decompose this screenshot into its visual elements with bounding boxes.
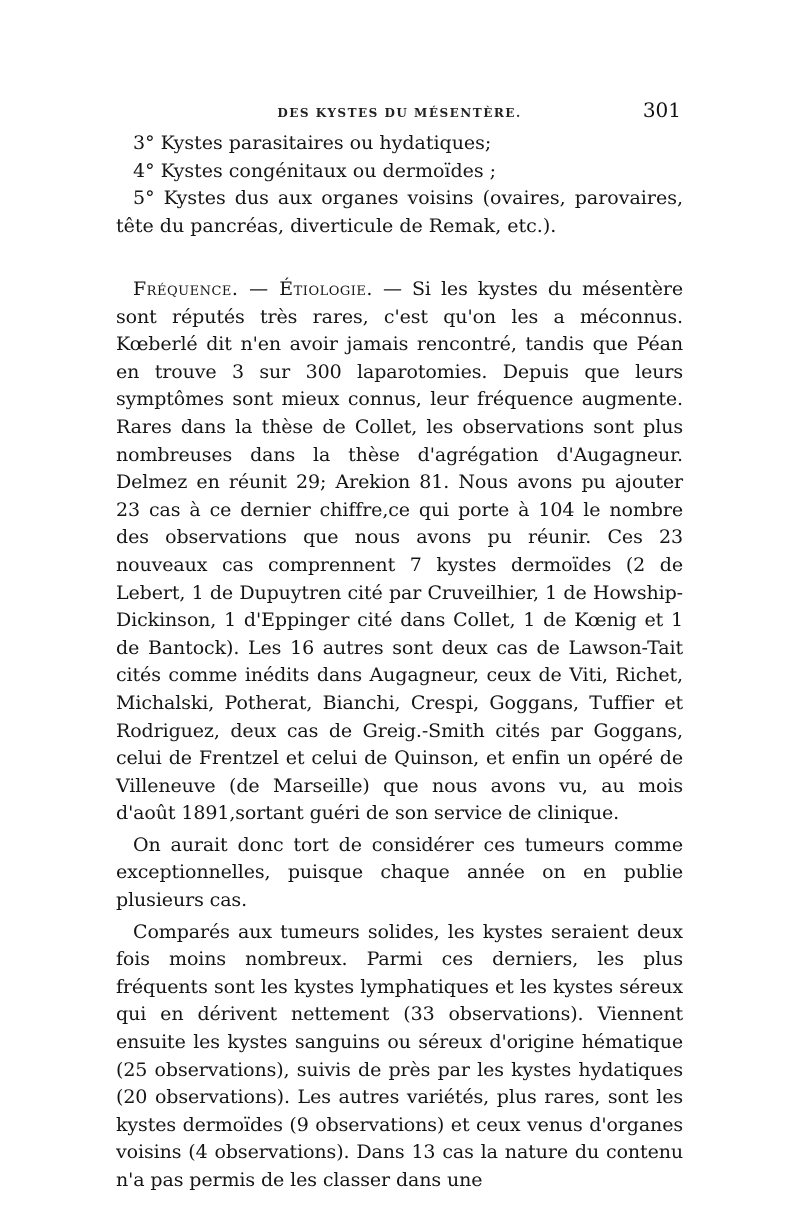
book-page (116, 96, 683, 1191)
running-title: DES KYSTES DU MÉSENTÈRE. (277, 106, 522, 120)
paragraph-text: — Si les kystes du mésentère sont réputés très rares, c'est qu'on les a méconnus. Kœberlé dit n'en avoir jamais rencontré, tandis que Péan en trouve 3 sur 300 laparotomies. Depuis que leurs symptômes sont mieux connus, leur fréquence augmente. Rares dans la thèse de Collet, les observations sont plus nombreuses dans la thèse d'agrégation d'Augagneur. Delmez en réunit 29; Arekion 81. Nous avons pu ajouter 23 cas à ce dernier chiffre,ce qui porte à 104 le nombre des observations que nous avons pu réunir. Ces 23 nouveaux cas comprennent 7 kystes dermoïdes (2 de Lebert, 1 de Dupuytren cité par Cruveilhier, 1 de Howship-Dickinson, 1 d'Eppinger cité dans Collet, 1 de Kœnig et 1 de Bantock). Les 16 autres sont deux cas de Lawson-Tait cités comme inédits dans Augagneur, ceux de Viti, Richet, Michalski, Potherat, Bianchi, Crespi, Goggans, Tuffier et Rodriguez, deux cas de Greig.-Smith cités par Goggans, celui de Frentzel et celui de Quinson, et enfin un opéré de Villeneuve (de Marseille) que nous avons vu, au mois d'août 1891,sortant guéri de son service de clinique. (116, 278, 683, 825)
list-item: 4° Kystes congénitaux ou dermoïdes ; (133, 159, 497, 182)
section-heading: Fréquence. — Étiologie. (133, 278, 373, 300)
list-item: 5° Kystes dus aux organes voisins (ovaires, parovaires, tête du pancréas, diverticule de Remak, etc.). (116, 187, 683, 237)
page-number: 301 (642, 98, 681, 122)
paragraph: Comparés aux tumeurs solides, les kystes seraient deux fois moins nombreux. Parmi ces derniers, les plus fréquents sont les kystes lymphatiques et les kystes séreux qui en dérivent nettement (33 observations). Viennent ensuite les kystes sanguins ou séreux d'origine hématique (25 observations), suivis de près par les kystes hydatiques (20 observations). Les autres variétés, plus rares, sont les kystes dermoïdes (9 observations) et ceux venus d'organes voisins (4 observations). Dans 13 cas la nature du contenu n'a pas permis de les classer dans une (116, 920, 683, 1191)
section-frequence-etiologie (116, 276, 683, 1195)
paragraph: On aurait donc tort de considérer ces tumeurs comme exceptionnelles, puisque chaque année on en publie plusieurs cas. (116, 833, 683, 912)
cyst-type-list (116, 130, 683, 240)
paragraph (116, 276, 683, 828)
running-head (116, 96, 683, 128)
list-item: 3° Kystes parasitaires ou hydatiques; (133, 132, 492, 154)
